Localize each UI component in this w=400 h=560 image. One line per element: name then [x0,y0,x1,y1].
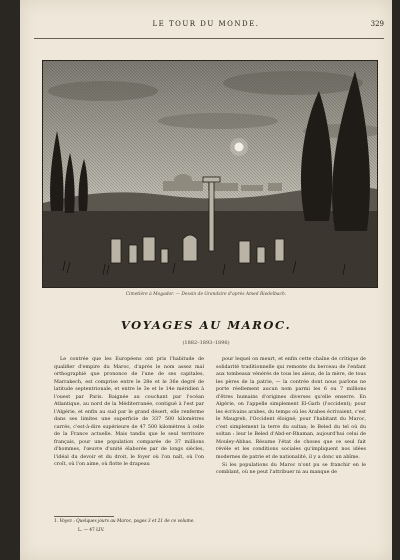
article-body [54,356,374,512]
cemetery-engraving [42,60,378,288]
text-column-right [216,356,366,512]
paragraph: Le contrée que les Européens ont pris l'habitude de qualifier d'empire du Maroc, d'après le nom assez mal orthographié que prononce de l'une de ses capitales, Marrakech, est comprise entre le 28e et le 36e degré de latitude septentrionale, et entre le 3e et le 14e méridien à l'ouest par Paris. Baignée au couchant par l'océan Atlantique, au nord de la Méditerranée, contiguë à l'est par l'Algérie, et enfin au sud par le grand désert, elle renferme dans ses limites une superficie de 337 500 kilomètres carrés, c'est-à-dire supérieure de 47 500 kilomètres à celle de la France actuelle. Mais tandis que le seul territoire français, pour une population comparée de 37 millions d'hommes, l'œuvre d'unité élaborée par de longs siècles, l'idéal du devoir et du droit, le foyer où l'on naît, où l'on croît, où l'on aime, où flotte le drapeau [54,356,204,467]
header-rule [34,38,384,39]
paragraph: pour lequel on meurt, et enfin cette chaîne de critique de solidarité traditionnelle qui remonte du berceau de l'enfant aux tombeaux vénérés de tous les aïeux, de la mère, de tous les pères de la patrie, — la contrée dont nous parlons ne porte réellement aucun nom parmi les 6 ou 7 millions d'êtres humains d'origines diverses qu'elle enserre. En Algérie, on l'appelle simplement El-Garb (l'occident); pour les écrivains arabes, du temps où les Arabes écrivaient, c'est le Maugreb, l'Occident éloigné; pour l'habitant du Maroc, c'est simplement la terre du sultan; le Beled du tel où du soltan : leur le Beled d'Abd-er-Rhaman, aujourd'hui celui de Mouley-Abbas. Résume l'état de choses que ce seul fait révèle et les conditions sociales qu'impliquent nos idées modernes de patrie et de nationalité, il y a donc un abîme. [216,356,366,460]
text-column-left [54,356,204,512]
printer-signature: L. — 47 LIV. [78,528,105,533]
running-title: LE TOUR DU MONDE. [152,20,260,28]
paragraph: Si les populations du Maroc n'ont pu se franchir en le comblant, où ne peut l'attribuer ni au manque de [216,461,366,475]
article-title: VOYAGES AU MAROC. [120,318,292,332]
page-number: 329 [370,20,384,28]
footnote: 1. Voyez : Quelques jours au Maroc, pages 3 et 21 de ce volume. [54,519,195,524]
footnote-rule [54,516,114,517]
illustration-caption: Cimetière à Mogador. — Dessin de Grandsire d'après Amed Riedelbach. [125,292,287,297]
book-page [20,0,392,560]
article-date: (1882–1893–1896) [182,340,230,346]
moon-halo [230,138,248,156]
running-head [20,20,392,34]
